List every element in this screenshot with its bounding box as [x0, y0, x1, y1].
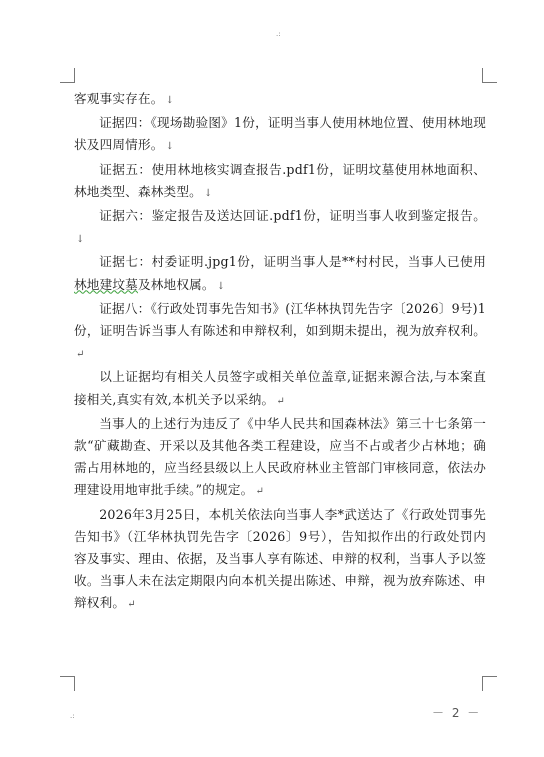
crop-mark-top-left	[60, 68, 75, 83]
paragraph-evidence-4: 证据四：《现场勘验图》1份，证明当事人使用林地位置、使用林地现状及四周情形。 ↓	[74, 115, 486, 153]
paragraph-mark: ↵	[127, 599, 136, 611]
crop-mark-bottom-right	[482, 676, 497, 691]
paragraph-mark: ↓	[203, 187, 213, 199]
paragraph-mark: ↓	[165, 95, 175, 106]
paragraph-mark: ↓	[165, 141, 175, 153]
paragraph-evidence-7: 证据七：村委证明.jpg1份，证明当事人是**村村民，当事人已使用林地建坟墓及林地权属。 ↓	[74, 254, 486, 292]
document-body[interactable]	[74, 88, 486, 617]
paragraph-evidence-6: 证据六：鉴定报告及送达回证.pdf1份，证明当事人收到鉴定报告。↓	[76, 208, 486, 246]
paragraph-mark: ↵	[276, 395, 285, 407]
footer-mark: .:	[70, 712, 75, 720]
paragraph-mark: ↓	[76, 234, 85, 246]
paragraph-violation: 当事人的上述行为违反了《中华人民共和国森林法》第三十七条第一款“矿藏勘查、开采以及其他各类工程建设，应当不占或者少占林地；确需占用林地的，应当经县级以上人民政府林业主管部门审核同意，依法办理建设用地审批手续。”的规定。 ↵	[74, 415, 486, 498]
paragraph-notice: 2026年3月25日，本机关依法向当事人李*武送达了《行政处罚事先告知书》（江华林执罚先告字〔2026〕9号），告知拟作出的行政处罚内容及事实、理由、依据，及当事人享有陈述、申辩的权利，当事人予以签收。当事人未在法定期限内向本机关提出陈述、申辩，视为放弃陈述、申辩权利。 ↵	[74, 506, 486, 611]
spellcheck-underline: 林地建坟墓	[74, 276, 138, 292]
paragraph-mark: ↓	[216, 280, 226, 292]
paragraph-evidence-5: 证据五：使用林地核实调查报告.pdf1份，证明坟墓使用林地面积、林地类型、森林类型。 ↓	[74, 161, 486, 199]
paragraph-mark: ↵	[255, 486, 265, 498]
paragraph-mark: ↵	[76, 349, 85, 361]
header-mark: .:	[276, 30, 281, 38]
crop-mark-top-right	[482, 68, 497, 83]
crop-mark-bottom-left	[60, 676, 75, 691]
paragraph-evidence-summary: 以上证据均有相关人员签字或相关单位盖章,证据来源合法,与本案直接相关,真实有效,本机关予以采纳。 ↵	[74, 369, 486, 407]
paragraph-evidence-8: 证据八：《行政处罚事先告知书》(江华林执罚先告字〔2026〕9号)1份，证明告诉当事人有陈述和申辩权利，如到期未提出，视为放弃权利。↵	[74, 300, 486, 361]
page-number: － 2 －	[432, 706, 482, 720]
paragraph-fact: 客观事实存在。 ↓	[74, 91, 175, 106]
